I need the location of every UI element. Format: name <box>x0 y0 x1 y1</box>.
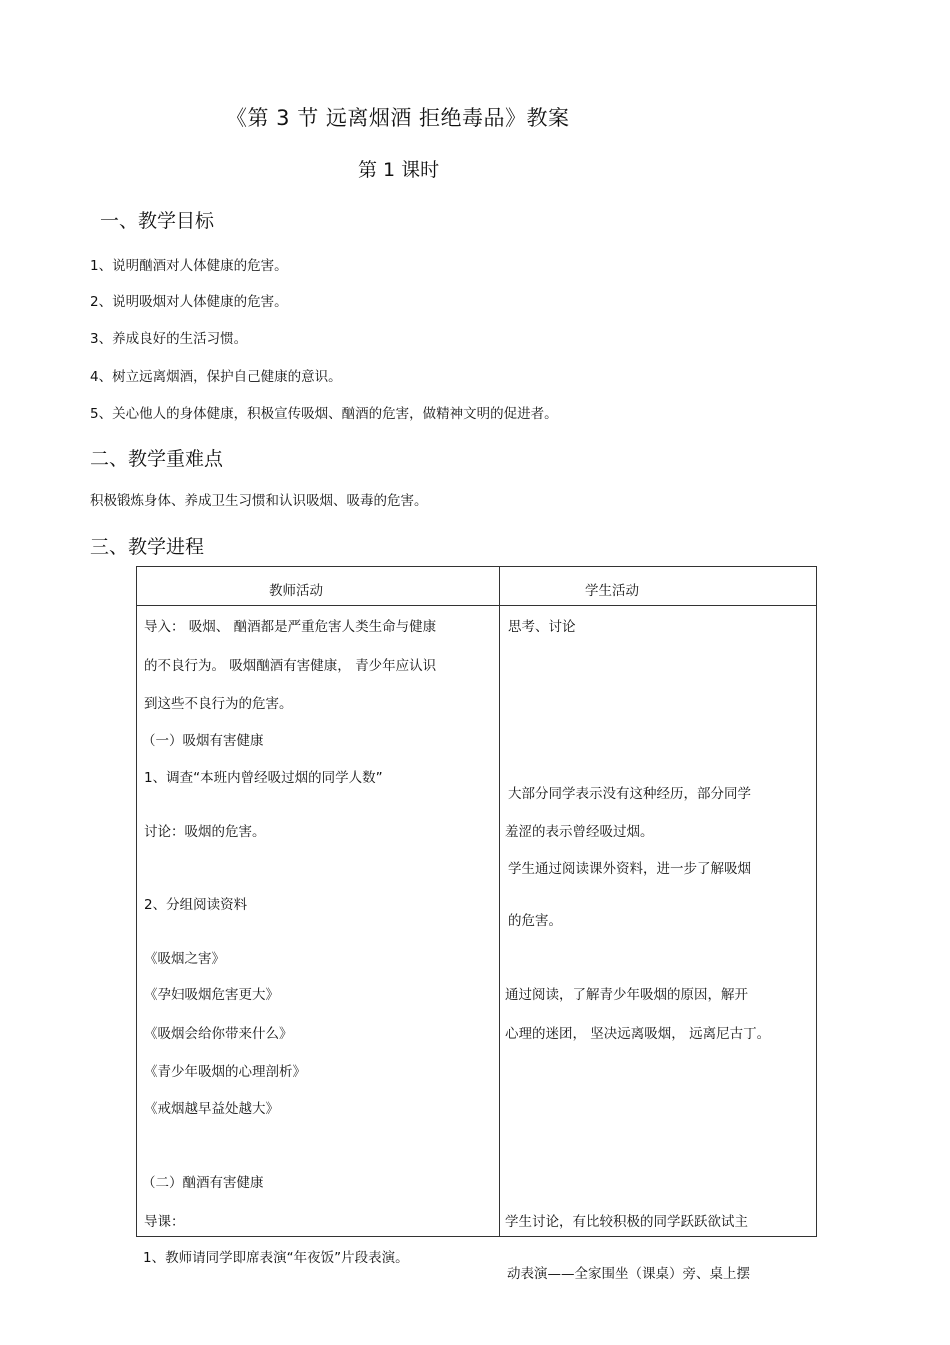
teacher-activity-line: （二）酗酒有害健康 <box>142 1175 264 1191</box>
teacher-activity-line: 《吸烟之害》 <box>144 951 225 967</box>
teacher-activity-line: 的不良行为。 吸烟酗酒有害健康， 青少年应认识 <box>144 658 437 674</box>
student-activity-line: 大部分同学表示没有这种经历，部分同学 <box>508 786 751 802</box>
student-activity-line: 羞涩的表示曾经吸过烟。 <box>505 824 654 840</box>
section-heading-key-points: 二、教学重难点 <box>90 448 224 470</box>
teaching-process-table <box>136 566 817 1237</box>
teacher-activity-line: 《青少年吸烟的心理剖析》 <box>144 1064 306 1080</box>
student-activity-line: 的危害。 <box>508 913 562 929</box>
objective-item: 1、说明酗酒对人体健康的危害。 <box>90 258 288 274</box>
table-column-divider <box>499 567 500 1236</box>
table-header-student: 学生活动 <box>585 583 639 599</box>
teacher-activity-line: 《孕妇吸烟危害更大》 <box>144 987 279 1003</box>
objective-item: 2、说明吸烟对人体健康的危害。 <box>90 294 288 310</box>
teacher-activity-line: （一）吸烟有害健康 <box>142 733 264 749</box>
teacher-activity-continued: 1、教师请同学即席表演“年夜饭”片段表演。 <box>143 1250 409 1266</box>
section-heading-objectives: 一、教学目标 <box>100 210 215 232</box>
section-heading-process: 三、教学进程 <box>90 536 205 558</box>
teacher-activity-line: 到这些不良行为的危害。 <box>144 696 293 712</box>
teacher-activity-line: 导入： 吸烟、 酗酒都是严重危害人类生命与健康 <box>144 619 437 635</box>
student-activity-continued: 动表演——全家围坐（课桌）旁、桌上摆 <box>507 1266 750 1282</box>
objective-item: 5、关心他人的身体健康，积极宣传吸烟、酗酒的危害，做精神文明的促进者。 <box>90 406 558 422</box>
teacher-activity-line: 2、分组阅读资料 <box>144 897 248 913</box>
student-activity-line: 心理的迷团， 坚决远离吸烟， 远离尼古丁。 <box>505 1026 771 1042</box>
objective-item: 4、树立远离烟酒，保护自己健康的意识。 <box>90 369 342 385</box>
table-header-teacher: 教师活动 <box>269 583 323 599</box>
student-activity-line: 思考、讨论 <box>508 619 576 635</box>
teacher-activity-line: 1、调查“本班内曾经吸过烟的同学人数” <box>144 770 383 786</box>
lesson-period: 第 1 课时 <box>358 159 440 181</box>
teacher-activity-line: 《吸烟会给你带来什么》 <box>144 1026 293 1042</box>
table-header-divider <box>137 605 816 606</box>
teacher-activity-line: 讨论：吸烟的危害。 <box>144 824 266 840</box>
key-points-text: 积极锻炼身体、养成卫生习惯和认识吸烟、吸毒的危害。 <box>90 493 428 509</box>
objective-item: 3、养成良好的生活习惯。 <box>90 331 248 347</box>
student-activity-line: 学生讨论，有比较积极的同学跃跃欲试主 <box>505 1214 748 1230</box>
teacher-activity-line: 导课： <box>144 1214 185 1230</box>
student-activity-line: 通过阅读，了解青少年吸烟的原因，解开 <box>505 987 748 1003</box>
teacher-activity-line: 《戒烟越早益处越大》 <box>144 1101 279 1117</box>
student-activity-line: 学生通过阅读课外资料，进一步了解吸烟 <box>508 861 751 877</box>
document-title: 《第 3 节 远离烟酒 拒绝毒品》教案 <box>226 106 570 130</box>
